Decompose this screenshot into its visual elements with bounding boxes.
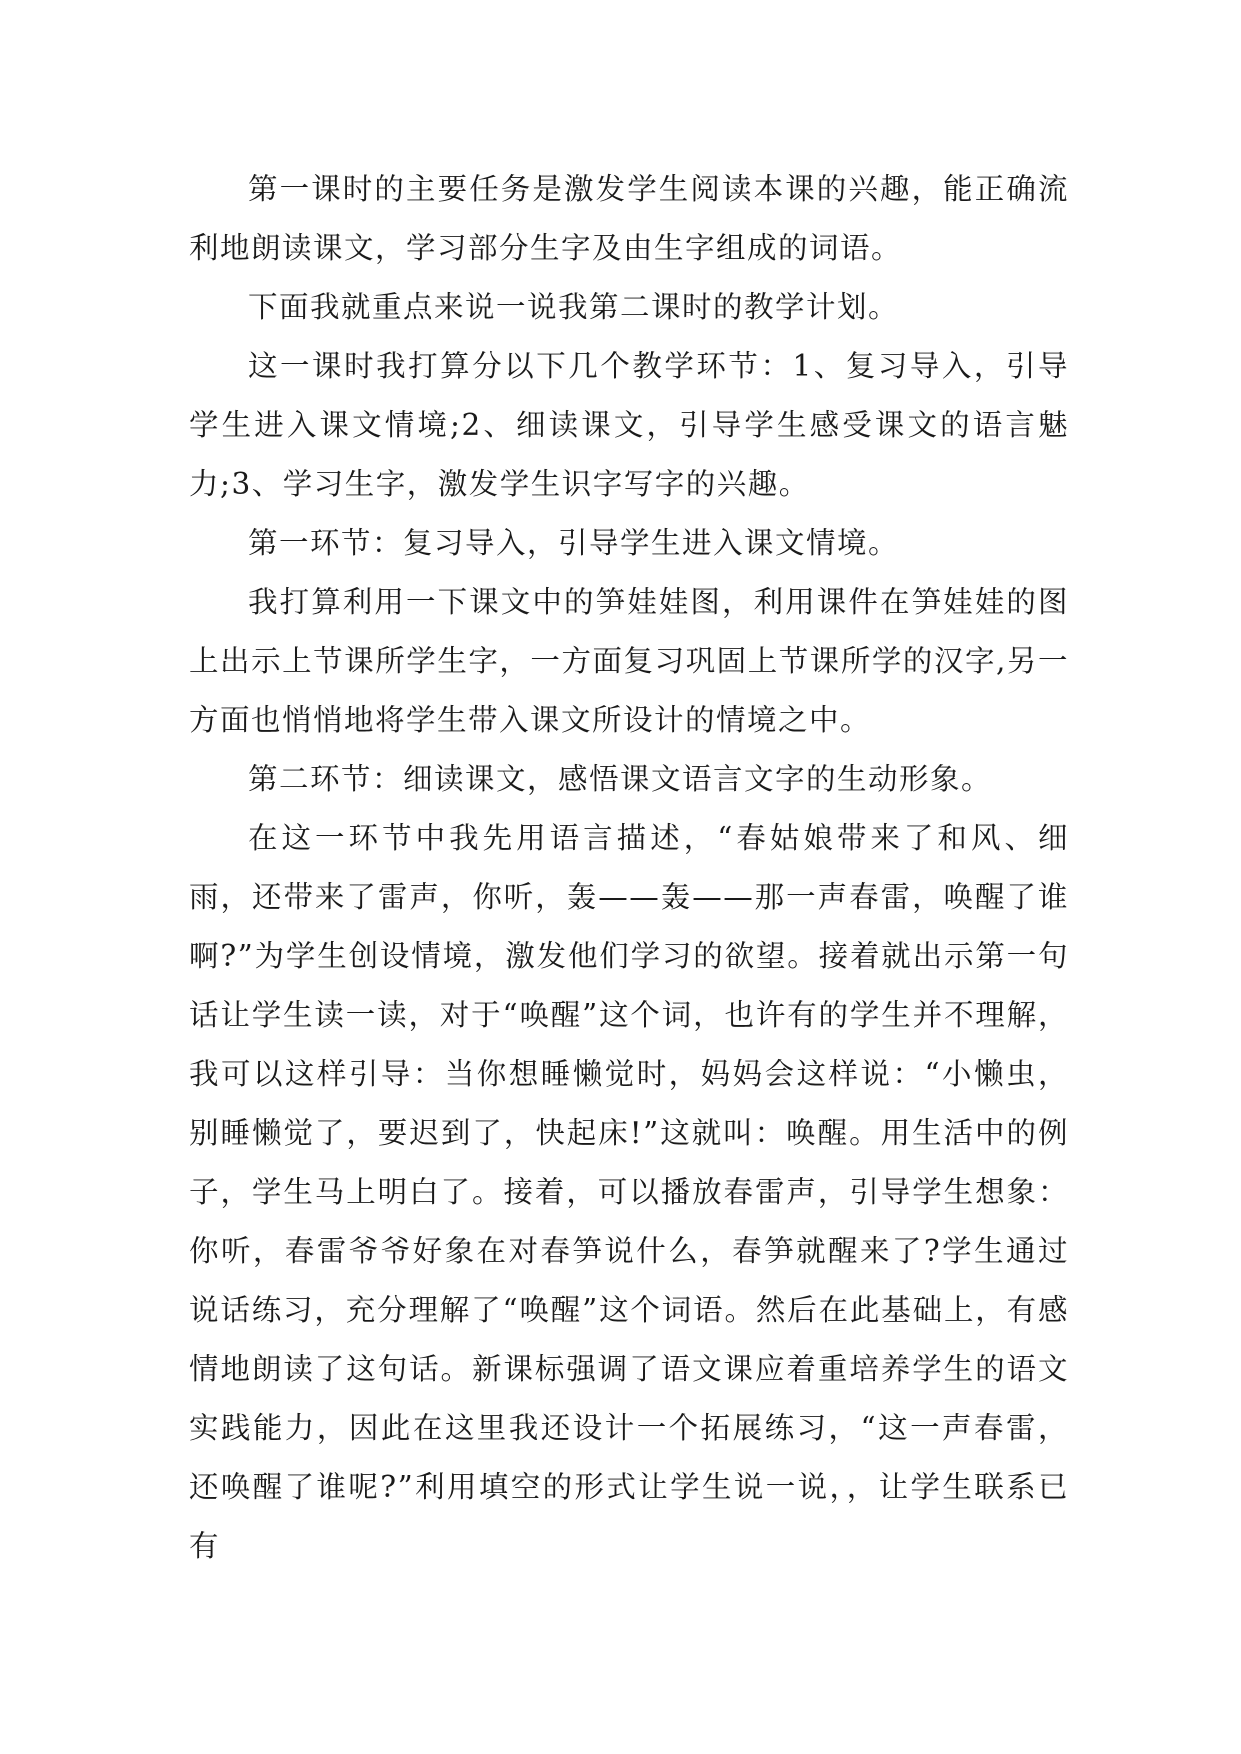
paragraph-step-one-detail: 我打算利用一下课文中的笋娃娃图，利用课件在笋娃娃的图上出示上节课所学生字，一方面复习巩固上节课所学的汉字,另一方面也悄悄地将学生带入课文所设计的情境之中。 [189,585,1069,737]
paragraph-step-two-detail: 在这一环节中我先用语言描述，“春姑娘带来了和风、细雨，还带来了雷声，你听，轰——轰——那一声春雷，唤醒了谁啊?”为学生创设情境，激发他们学习的欲望。接着就出示第一句话让学生读一读，对于“唤醒”这个词，也许有的学生并不理解，我可以这样引导：当你想睡懒觉时，妈妈会这样说：“小懒虫，别睡懒觉了，要迟到了，快起床!”这就叫：唤醒。用生活中的例子，学生马上明白了。接着，可以播放春雷声，引导学生想象：你听，春雷爷爷好象在对春笋说什么，春笋就醒来了?学生通过说话练习，充分理解了“唤醒”这个词语。然后在此基础上，有感情地朗读了这句话。新课标强调了语文课应着重培养学生的语文实践能力，因此在这里我还设计一个拓展练习，“这一声春雷，还唤醒了谁呢?”利用填空的形式让学生说一说，，让学生联系已有 [189,821,1069,1563]
paragraph-step-one-heading: 第一环节：复习导入，引导学生进入课文情境。 [248,526,900,560]
document-body [189,160,1069,1576]
paragraph-step-two-heading: 第二环节：细读课文，感悟课文语言文字的生动形象。 [248,762,993,796]
paragraph-teaching-steps: 这一课时我打算分以下几个教学环节：1、复习导入，引导学生进入课文情境;2、细读课文，引导学生感受课文的语言魅力;3、学习生字，激发学生识字写字的兴趣。 [189,349,1069,501]
paragraph-lesson-one-task: 第一课时的主要任务是激发学生阅读本课的兴趣，能正确流利地朗读课文，学习部分生字及由生字组成的词语。 [189,172,1069,265]
paragraph-lesson-two-intro: 下面我就重点来说一说我第二课时的教学计划。 [248,290,900,324]
